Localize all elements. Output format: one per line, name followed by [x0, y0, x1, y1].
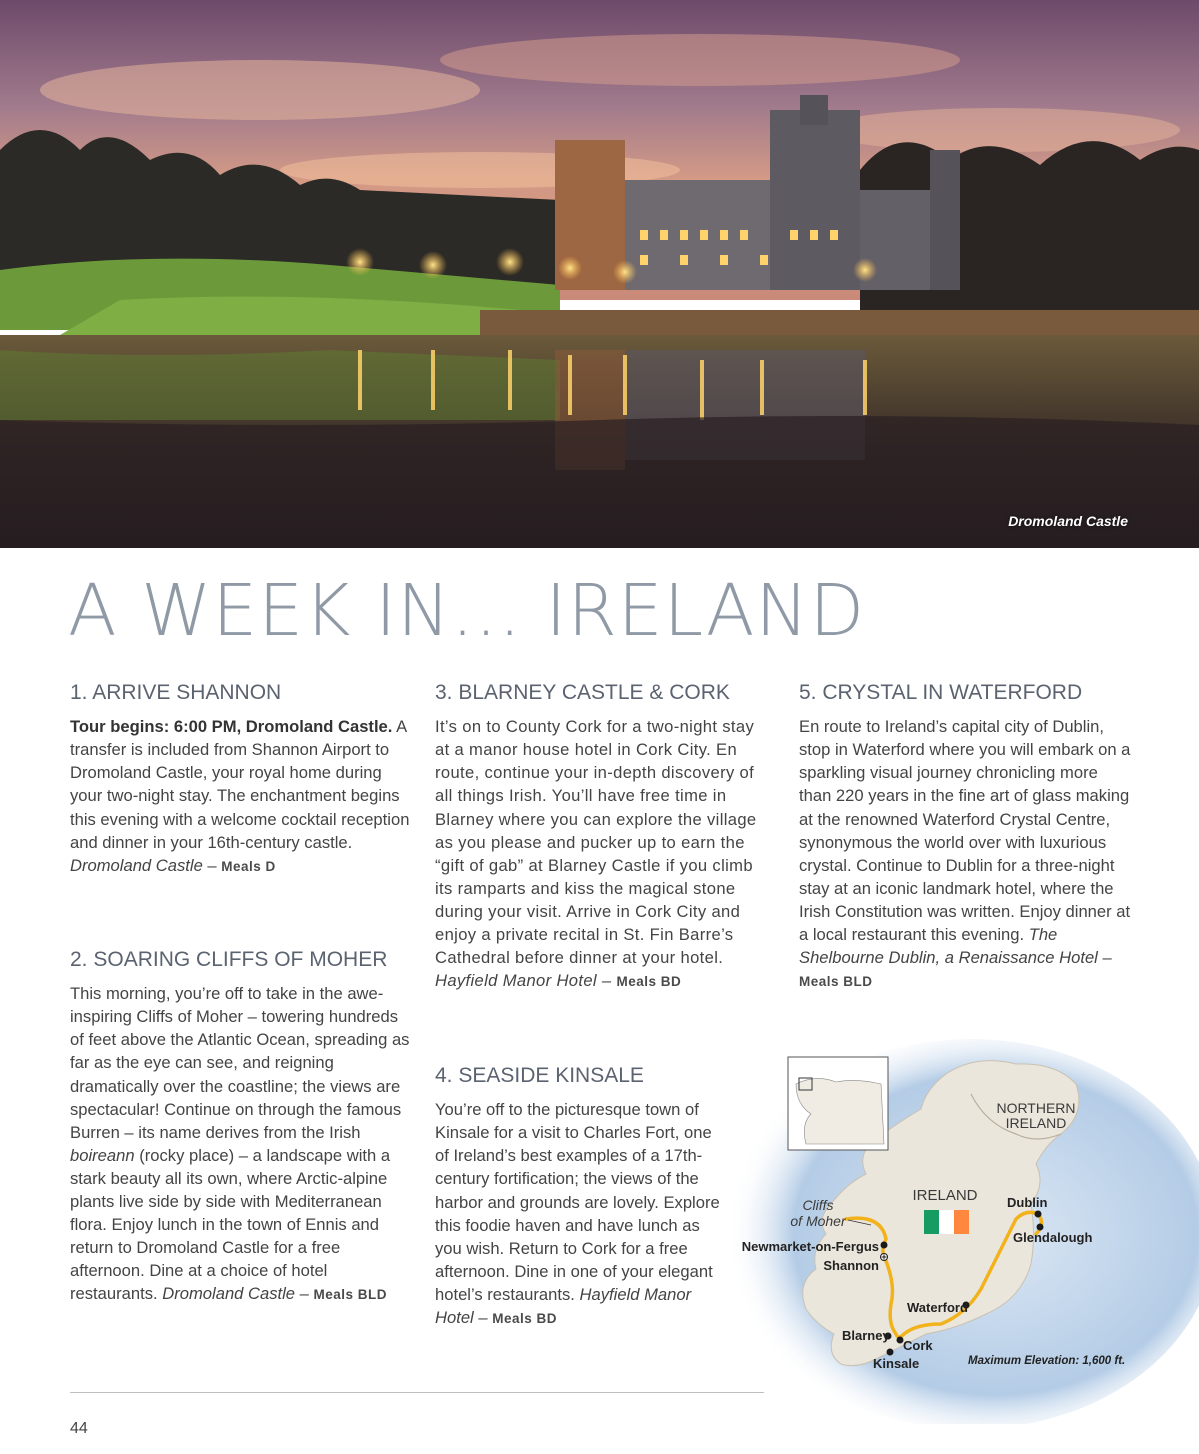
map-label-blarney: Blarney [842, 1328, 890, 1343]
europe-outline [796, 1078, 884, 1144]
map-label-shannon: Shannon [823, 1258, 879, 1273]
day-3-body: It’s on to County Cork for a two-night stay at a manor house hotel in Cork City. En route, continue your in-depth discovery of all things Irish. You’ll have free time in Blarney where you can explore the village as you please and pucker up to earn the “gift of gab” at Blarney Castle if you climb its ramparts and kiss the magical stone during your visit. Arrive in Cork City and enjoy a private recital in St. Fin Barre’s Cathedral before dinner at your hotel. [435, 717, 757, 968]
map-label-waterford: Waterford [907, 1300, 968, 1315]
day-1-lead: Tour begins: 6:00 PM, Dromoland Castle. [70, 717, 393, 737]
day-5-heading: 5. CRYSTAL IN WATERFORD [799, 681, 1083, 704]
airport-icon [881, 1254, 888, 1261]
ireland-route-map [716, 1034, 1199, 1424]
castle-sunset-illustration [0, 0, 1199, 548]
map-northern-label-1: NORTHERN [996, 1100, 1076, 1116]
day-4-text [435, 1098, 727, 1330]
day-4-hotel: Hayfield Manor Hotel [435, 1284, 692, 1328]
day-3-text [435, 715, 765, 993]
day-1-text [70, 715, 410, 878]
map-country-label: IRELAND [912, 1187, 978, 1204]
photo-caption: Dromoland Castle [1008, 513, 1128, 529]
day-1-section [70, 680, 410, 878]
day-5-dash: – [1097, 948, 1112, 968]
day-2-italic-word: boireann [70, 1145, 135, 1165]
day-5-body: En route to Ireland’s capital city of Dublin, stop in Waterford where you will embark on a sparkling visual journey chronicling more than 220 years in the fine art of glass making at the renowned Waterford Crystal Centre, synonymous the world over with luxurious crystal. Continue to Dublin for a three-night stay at an iconic landmark hotel, where the Irish Constitution was written. Enjoy dinner at a local restaurant this evening. [799, 717, 1131, 945]
day-3-section [435, 680, 765, 993]
day-4-dash: – [473, 1308, 493, 1328]
footer-rule [70, 1392, 764, 1393]
map-label-glendalough: Glendalough [1013, 1230, 1093, 1245]
map-label-dublin: Dublin [1007, 1195, 1048, 1210]
day-5-meals: Meals BLD [799, 974, 873, 990]
day-2-body-a: This morning, you’re off to take in the awe-inspiring Cliffs of Moher – towering hundreds of feet above the Atlantic Ocean, spreading as far as the eye can see, and reigning dramatically over the coastline; the views are spectacular! Continue on through the famous Burren – its name derives from the Irish [70, 984, 410, 1142]
page-title: A WEEK IN... IRELAND [68, 569, 866, 652]
day-2-text [70, 982, 410, 1306]
day-4-meals: Meals BD [492, 1311, 557, 1327]
day-4-section [435, 1063, 727, 1330]
kinsale-dot [887, 1349, 894, 1356]
newmarket-dot [881, 1242, 888, 1249]
day-5-hotel: The Shelbourne Dublin, a Renaissance Hotel [799, 925, 1098, 968]
day-3-dash: – [596, 971, 617, 991]
map-cliffs-label-2: of Moher [790, 1213, 846, 1229]
day-1-meals: Meals D [221, 858, 276, 874]
dublin-dot [1035, 1211, 1042, 1218]
irish-flag [924, 1210, 969, 1234]
day-2-hotel: Dromoland Castle [162, 1284, 296, 1304]
day-2-dash: – [295, 1284, 314, 1304]
day-4-heading: 4. SEASIDE KINSALE [435, 1064, 644, 1087]
map-cliffs-label-1: Cliffs [802, 1197, 834, 1213]
day-3-hotel: Hayfield Manor Hotel [435, 971, 597, 991]
hero-photo [0, 0, 1199, 548]
day-1-dash: – [202, 855, 222, 875]
map-northern-label-2: IRELAND [1005, 1115, 1067, 1131]
day-5-section [799, 680, 1134, 993]
map-label-kinsale: Kinsale [873, 1356, 920, 1371]
map-label-cork: Cork [903, 1338, 933, 1353]
map-label-newmarket: Newmarket-on-Fergus [741, 1239, 879, 1254]
day-1-body: A transfer is included from Shannon Airport to Dromoland Castle, your royal home during your two-night stay. The enchantment begins this evening with a welcome cocktail reception and dinner in your 16th-century castle. [70, 717, 410, 852]
day-3-heading: 3. BLARNEY CASTLE & CORK [435, 681, 730, 704]
day-2-meals: Meals BLD [313, 1287, 388, 1303]
day-2-section [70, 947, 410, 1307]
day-2-body-b: (rocky place) – a landscape with a stark beauty all its own, where Arctic-alpine plants live side by side with Mediterranean flora. Enjoy lunch in the town of Ennis and return to Dromoland Castle for a free afternoon. Dine at a choice of hotel restaurants. [70, 1145, 391, 1304]
map-elevation-note: Maximum Elevation: 1,600 ft. [968, 1355, 1126, 1367]
day-1-heading: 1. ARRIVE SHANNON [70, 681, 282, 704]
page-number: 44 [70, 1420, 88, 1437]
day-5-text [799, 715, 1134, 993]
day-4-body: You’re off to the picturesque town of Kinsale for a visit to Charles Fort, one of Ireland’s best examples of a 17th-century fortification; the views of the harbor and grounds are lovely. Explore this foodie haven and have lunch as you wish. Return to Cork for a free afternoon. Dine in one of your elegant hotel’s restaurants. [435, 1100, 720, 1304]
day-2-heading: 2. SOARING CLIFFS OF MOHER [70, 948, 388, 971]
day-1-hotel: Dromoland Castle [70, 855, 203, 875]
day-3-meals: Meals BD [616, 974, 682, 990]
